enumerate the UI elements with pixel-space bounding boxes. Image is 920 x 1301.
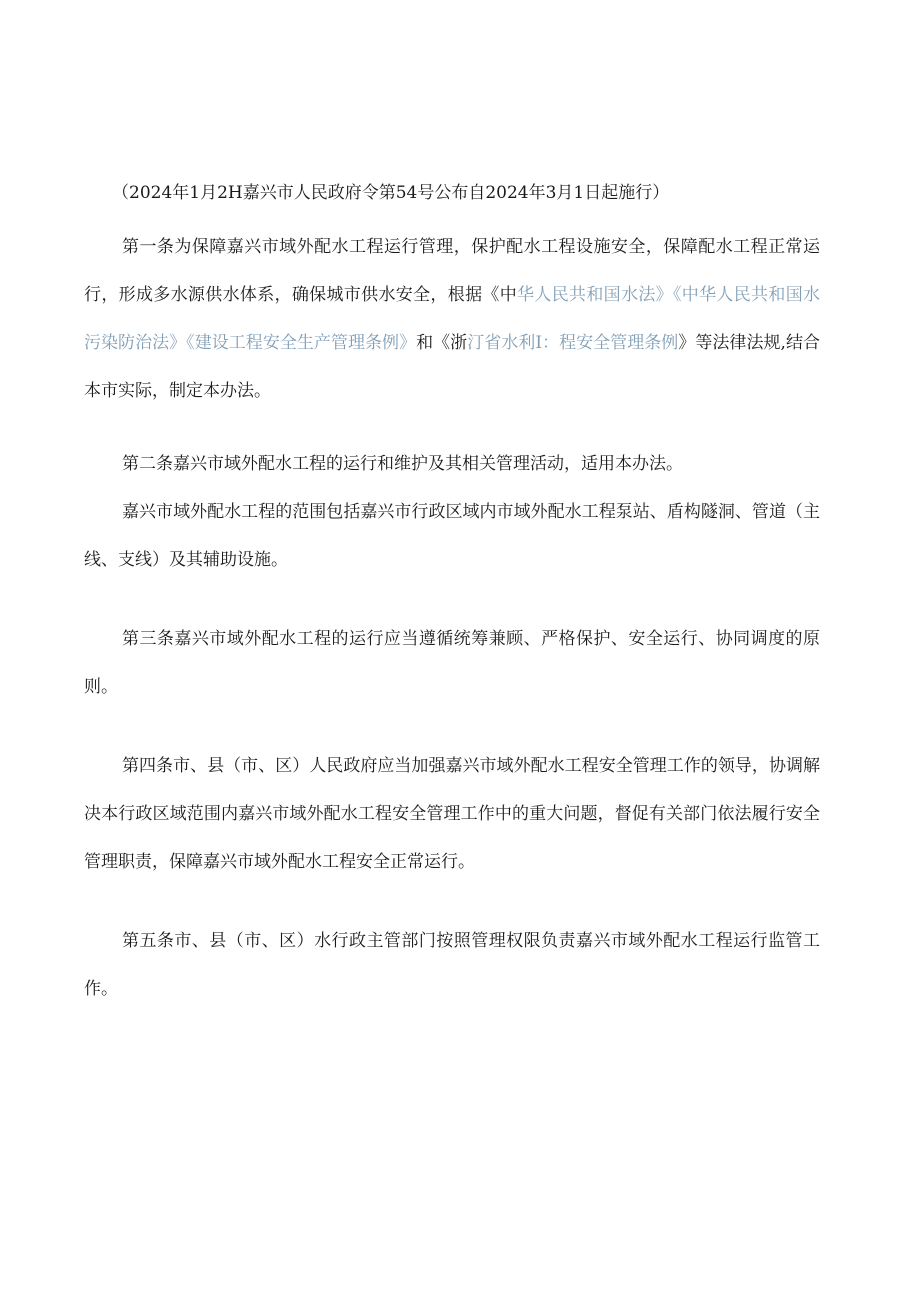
article-1 <box>84 223 820 415</box>
article-2-scope: 嘉兴市域外配水工程的范围包括嘉兴市行政区域内市域外配水工程泵站、盾构隧洞、管道（主线、支线）及其辅助设施。 <box>84 502 820 570</box>
article-5: 第五条市、县（市、区）水行政主管部门按照管理权限负责嘉兴市域外配水工程运行监管工作。 <box>84 931 820 999</box>
article-1-text-a: 第一条为保障嘉兴市域外配水工程运行管理，保护配水工程设施安全，保障配水工程正常运行，形成多水源供水体系，确保城市供水安全，根据《中 <box>84 237 820 305</box>
article-3: 第三条嘉兴市域外配水工程的运行应当遵循统筹兼顾、严格保护、安全运行、协同调度的原则。 <box>84 629 820 697</box>
promulgation-notice: （2024年1月2H嘉兴市人民政府令第54号公布自2024年3月1日起施行） <box>112 183 670 203</box>
regulation-reference-link[interactable]: 汀省水利I：程安全管理条例 <box>467 333 679 353</box>
law-reference-link[interactable]: 华人民共和国水法》《中华人民共和国水污染防治法》《建设工程安全生产管理条例》 <box>84 285 821 353</box>
article-1-text-b: 和《浙 <box>416 333 468 353</box>
article-2: 第二条嘉兴市域外配水工程的运行和维护及其相关管理活动，适用本办法。 <box>122 454 683 474</box>
article-1-text-c: 》等法律法规,结合本市实际，制定本办法。 <box>84 333 820 401</box>
article-4: 第四条市、县（市、区）人民政府应当加强嘉兴市域外配水工程安全管理工作的领导，协调解决本行政区域范围内嘉兴市域外配水工程安全管理工作中的重大问题，督促有关部门依法履行安全管理职责，保障嘉兴市域外配水工程安全正常运行。 <box>84 756 820 872</box>
